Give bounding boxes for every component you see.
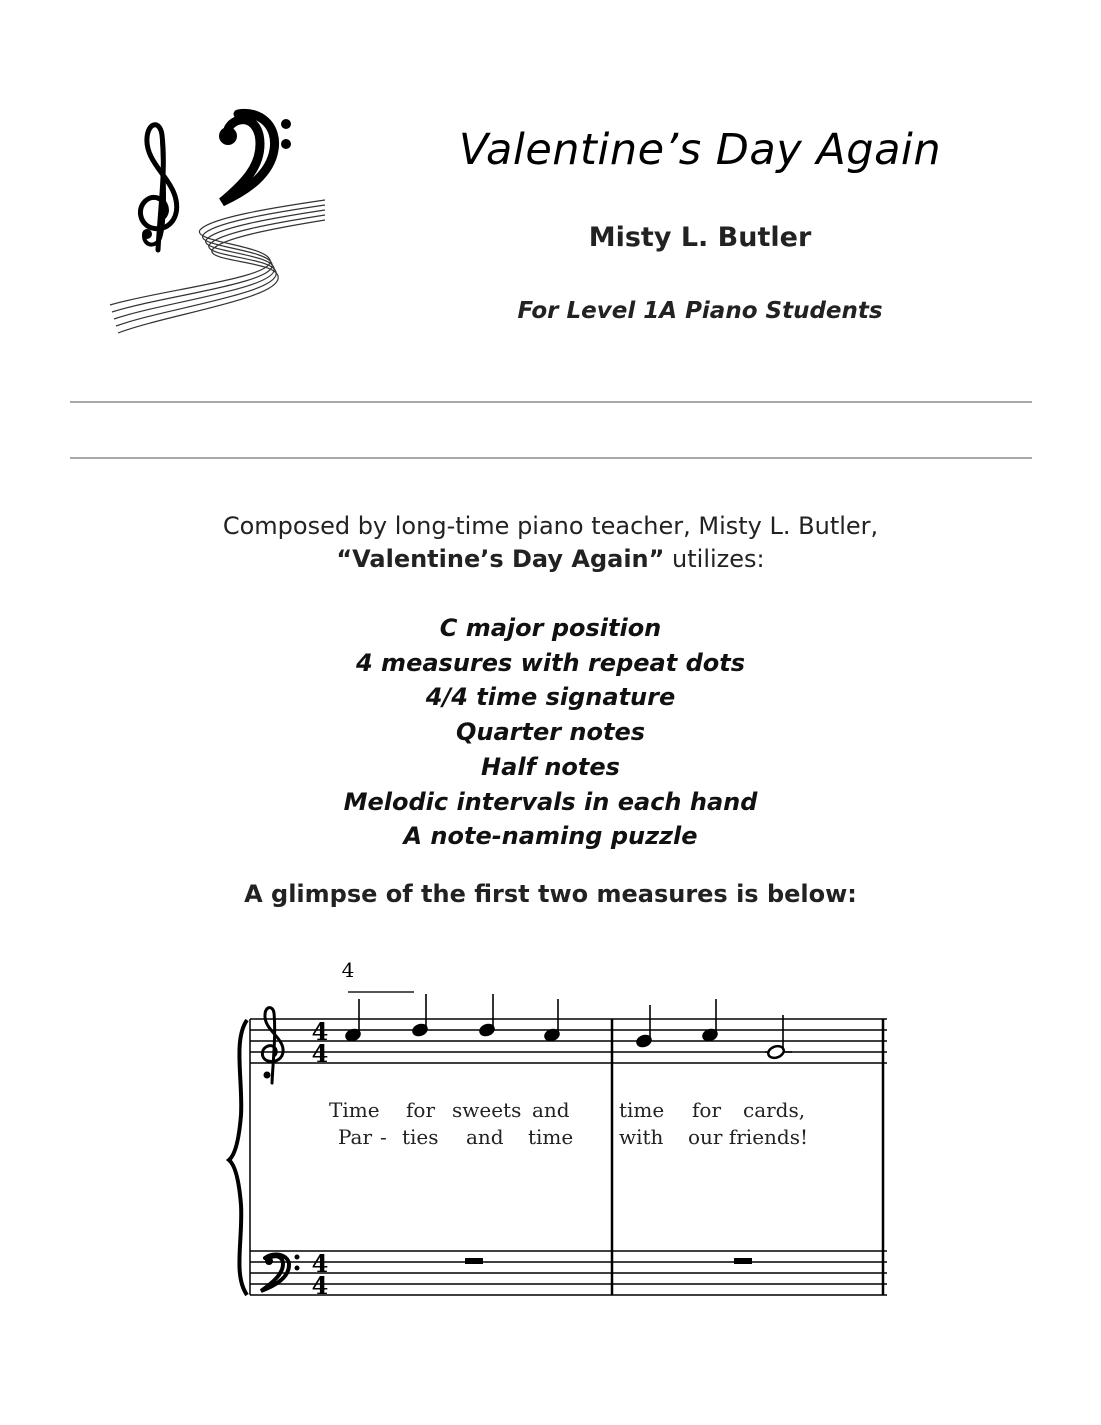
list-item: Half notes [481,752,620,781]
whole-rest [734,1258,752,1264]
lyric-word: with [619,1125,664,1149]
note-quarter [478,994,496,1038]
intro-line-1: Composed by long-time piano teacher, Misty L. Butler, [222,512,879,540]
feature-list [0,611,1101,854]
divider-top [70,401,1032,403]
lyric-word: time [619,1098,665,1122]
whole-rest [465,1258,483,1264]
lyric-word: sweets [452,1098,522,1122]
time-signature-bottom: 4 [311,1039,329,1068]
author-name: Misty L. Butler [588,222,812,253]
note-quarter [701,999,719,1043]
fingering-number: 4 [341,958,355,982]
lyric-word: time [528,1125,574,1149]
lyric-word: and [532,1098,570,1122]
lyric-word: cards, [743,1098,806,1122]
glimpse-caption: A glimpse of the first two measures is below: [244,880,857,908]
lyric-word: for [692,1098,722,1122]
list-item: A note-naming puzzle [403,822,698,851]
list-item: 4 measures with repeat dots [356,648,745,677]
list-item: 4/4 time signature [425,683,676,712]
time-signature-bottom: 4 [311,1271,329,1300]
note-quarter [411,994,429,1038]
page-title: Valentine’s Day Again [458,125,942,175]
level-subtitle: For Level 1A Piano Students [517,298,883,324]
note-quarter [635,1005,653,1049]
note-half [765,1015,792,1060]
song-name: “Valentine’s Day Again” [336,545,665,573]
note-quarter [344,999,362,1043]
time-signature-top: 4 [311,1017,329,1046]
divider-bottom [70,457,1032,459]
lyric-word: - [380,1125,387,1149]
lyric-word: ties [402,1125,439,1149]
treble-staff [250,1019,887,1063]
intro-suffix: utilizes: [664,545,765,573]
lyric-word: and [466,1125,504,1149]
sheet-music-excerpt [225,955,895,1300]
lyric-word: Time [329,1098,380,1122]
list-item: Melodic intervals in each hand [343,787,758,816]
lyric-word: our friends! [688,1125,809,1149]
time-signature-top: 4 [311,1249,329,1278]
list-item: C major position [439,614,662,642]
note-quarter [543,999,561,1043]
lyric-word: for [406,1098,436,1122]
list-item: Quarter notes [455,718,646,747]
bass-staff [250,1251,887,1295]
grand-staff-brace [229,1020,247,1295]
intro-line-2 [0,543,1101,576]
bass-clef-icon [219,113,291,202]
clef-logo-icon [100,100,335,340]
lyric-word: Par [338,1125,373,1149]
intro-paragraph [0,510,1101,576]
